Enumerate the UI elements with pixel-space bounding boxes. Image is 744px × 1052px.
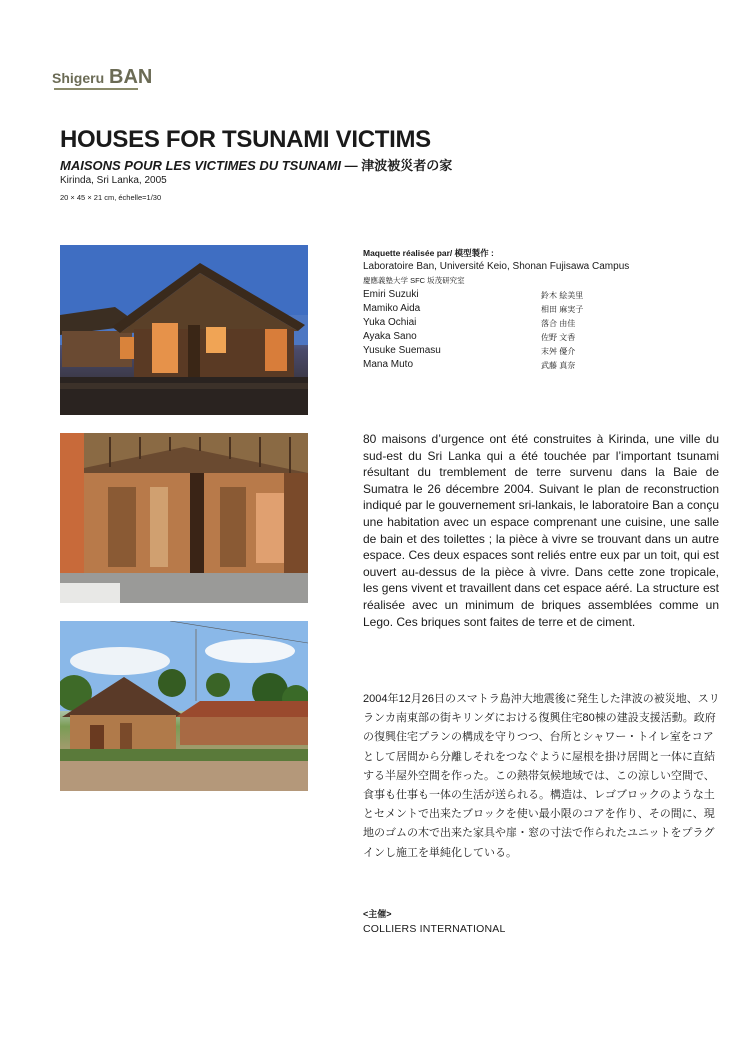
description-french: 80 maisons d’urgence ont été construites à Kirinda, une ville du sud-est du Sri Lanka qui a été touchée par l’important tsunami résultant du tremblement de terre survenu dans la Baie de Sumatra le 26 décembre 2004. Suivant le plan de reconstruction indiqué par le gouvernement sri-lankais, le laboratoire Ban a conçu une habitation avec un espace comprenant une cuisine, une salle de bain et des toilettes ; la pièce à vivre se trouvant dans un autre espace. Ces deux espaces sont reliés entre eux par un toit, qui est ouvert au-dessus de la pièce à vivre. Dans cette zone tropicale, les gens vivent et travaillent dans cet espace aéré. La structure est réalisée avec un minimum de briques assemblées comme un Lego. Ces briques sont faites de terre et de ciment. bbox=[363, 432, 719, 629]
member-name-jp: 鈴木 絵美里 bbox=[541, 291, 584, 300]
member-name-jp: 佐野 文香 bbox=[541, 333, 576, 342]
photo-interior bbox=[60, 433, 308, 603]
logo-text-ban: BAN bbox=[109, 66, 153, 88]
credit-row bbox=[363, 330, 663, 344]
member-name-jp: 末舛 優介 bbox=[541, 347, 576, 356]
credit-row bbox=[363, 344, 663, 358]
location: Kirinda, Sri Lanka, 2005 bbox=[60, 175, 167, 186]
member-name-jp: 武藤 真奈 bbox=[541, 361, 576, 370]
member-name: Mana Muto bbox=[363, 359, 414, 370]
member-name: Mamiko Aida bbox=[363, 303, 421, 314]
sponsor-heading: <主催> bbox=[363, 909, 392, 919]
credit-row bbox=[363, 302, 663, 316]
page-subtitle bbox=[60, 155, 452, 174]
credit-row bbox=[363, 316, 663, 330]
credits-lab: Laboratoire Ban, Université Keio, Shonan Fujisawa Campus bbox=[363, 261, 630, 272]
logo-underline bbox=[54, 88, 138, 90]
member-name: Yusuke Suemasu bbox=[363, 345, 441, 356]
member-name: Yuka Ochiai bbox=[363, 317, 417, 328]
subtitle-japanese: — 津波被災者の家 bbox=[340, 158, 453, 173]
model-credits bbox=[363, 246, 663, 372]
member-name: Emiri Suzuki bbox=[363, 289, 419, 300]
member-name: Ayaka Sano bbox=[363, 331, 417, 342]
page-title: HOUSES FOR TSUNAMI VICTIMS bbox=[60, 126, 431, 153]
member-name-jp: 相田 麻実子 bbox=[541, 305, 584, 314]
photo-houses-daylight bbox=[60, 621, 308, 791]
shigeru-ban-logo bbox=[52, 66, 172, 96]
model-dimensions: 20 × 45 × 21 cm, échelle=1/30 bbox=[60, 193, 162, 202]
credits-lab-jp: 慶應義塾大学 SFC 坂茂研究室 bbox=[363, 276, 465, 285]
credit-row bbox=[363, 358, 663, 372]
photo-exterior-dusk bbox=[60, 245, 308, 415]
member-name-jp: 落合 由佳 bbox=[541, 319, 576, 328]
credits-heading: Maquette réalisée par/ 模型製作 : bbox=[363, 248, 494, 258]
description-japanese: 2004年12月26日のスマトラ島沖大地震後に発生した津波の被災地、スリランカ南東部の街キリンダにおける復興住宅80棟の建設支援活動。政府の復興住宅プランの構成を守りつつ、台所とシャワー・トイレ室をコアとして居間から分離しそれをつなぐように屋根を掛け居間と一体に直結する半屋外空間を作った。この熱帯気候地域では、この涼しい空間で、食事も仕事も一体の生活が送られる。構造は、レゴブロックのような土とセメントで出来たブロックを使い最小限のコアを作り、その間に、現地のゴムの木で出来た家具や扉・窓の寸法で作られたユニットをプラグインし施工を単純化している。 bbox=[363, 693, 720, 859]
credit-row bbox=[363, 288, 663, 302]
logo-text-shigeru: Shigeru bbox=[52, 70, 105, 86]
sponsor-name: COLLIERS INTERNATIONAL bbox=[363, 923, 506, 935]
subtitle-french: MAISONS POUR LES VICTIMES DU TSUNAMI bbox=[60, 158, 341, 173]
